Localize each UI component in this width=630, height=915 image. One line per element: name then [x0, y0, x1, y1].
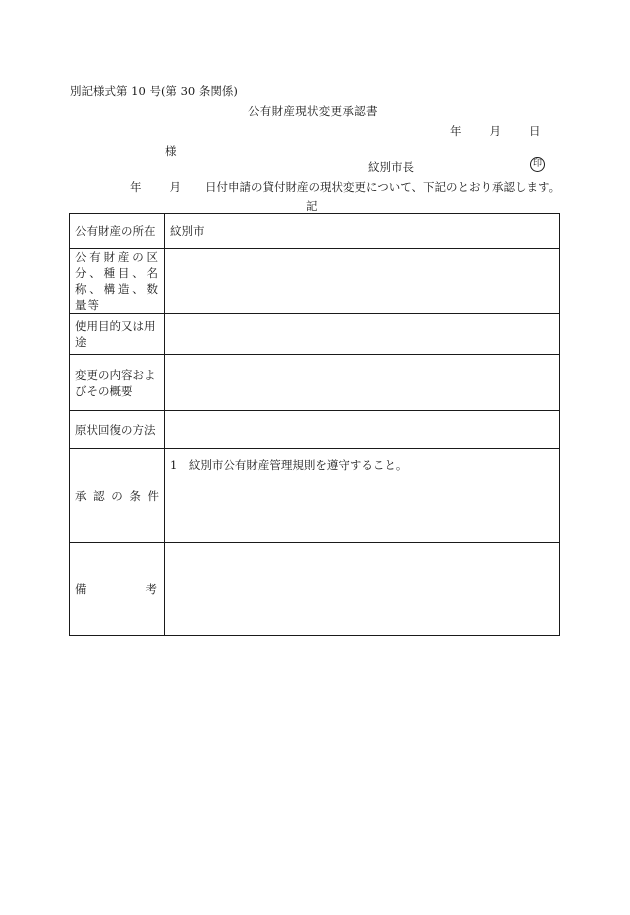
remarks-label — [70, 543, 165, 636]
restore-label: 原状回復の方法 — [70, 411, 165, 449]
statement-year-label: 年 — [130, 180, 142, 194]
table-row-restore — [70, 411, 560, 449]
ki-heading: 記 — [306, 199, 318, 213]
conditions-label-char: 件 — [147, 488, 159, 503]
conditions-label-char: 認 — [93, 488, 105, 503]
document-title: 公有財産現状変更承認書 — [248, 104, 378, 118]
location-value: 紋別市 — [165, 214, 560, 249]
table-row-remarks — [70, 543, 560, 636]
restore-value — [165, 411, 560, 449]
table-row-conditions — [70, 449, 560, 543]
conditions-label-char: の — [111, 488, 123, 503]
issuer-name: 紋別市長 — [368, 160, 414, 174]
purpose-value — [165, 314, 560, 355]
form-number: 別記様式第 10 号(第 30 条関係) — [70, 84, 238, 98]
conditions-label-char: 条 — [129, 488, 141, 503]
statement-month-label: 月 — [169, 180, 181, 194]
remarks-value — [165, 543, 560, 636]
table-row-category — [70, 249, 560, 314]
conditions-label-char: 承 — [75, 488, 87, 503]
conditions-label-chars — [75, 488, 159, 504]
category-label-text: 公有財産の区分、種目、名称、構造、数量等 — [75, 250, 159, 312]
statement-text: 日付申請の貸付財産の現状変更について、下記のとおり承認します。 — [205, 180, 561, 194]
change-value — [165, 355, 560, 411]
purpose-label: 使用目的又は用途 — [70, 314, 165, 355]
conditions-label — [70, 449, 165, 543]
location-label: 公有財産の所在 — [70, 214, 165, 249]
seal-mark: 印 — [530, 157, 545, 172]
conditions-value: 1 紋別市公有財産管理規則を遵守すること。 — [165, 449, 560, 543]
issue-date — [450, 124, 541, 138]
date-year-label: 年 — [450, 124, 462, 138]
remarks-label-char: 考 — [145, 582, 157, 596]
remarks-label-chars — [75, 581, 159, 597]
approval-form-table — [69, 213, 560, 636]
category-value — [165, 249, 560, 314]
remarks-label-char: 備 — [75, 582, 87, 596]
table-row-location — [70, 214, 560, 249]
approval-statement — [130, 180, 560, 194]
category-label — [70, 249, 165, 314]
addressee-honorific: 様 — [165, 144, 177, 158]
date-month-label: 月 — [489, 124, 501, 138]
table-row-purpose — [70, 314, 560, 355]
date-day-label: 日 — [529, 124, 541, 138]
change-label: 変更の内容およびその概要 — [70, 355, 165, 411]
table-row-change — [70, 355, 560, 411]
